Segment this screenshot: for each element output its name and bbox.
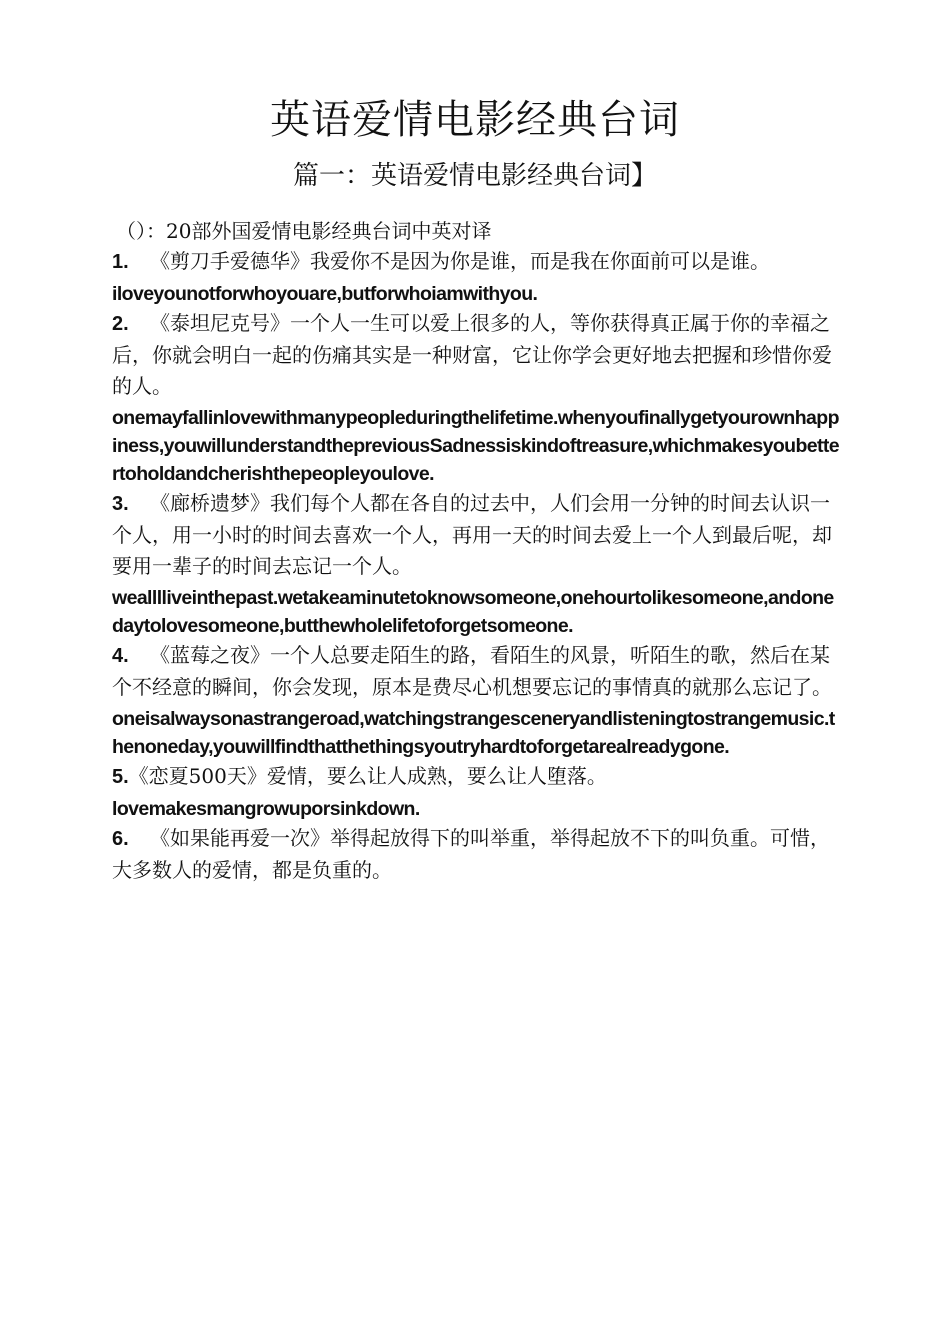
document-body xyxy=(112,216,842,886)
quote-entry-1 xyxy=(112,246,842,308)
quote-entry-2 xyxy=(112,308,842,488)
entry-number: 5. xyxy=(112,766,129,788)
entry-number: 3. xyxy=(112,493,129,515)
entry-number: 4. xyxy=(112,645,129,667)
entry-chinese: 《蓝莓之夜》一个人总要走陌生的路，看陌生的风景，听陌生的歌，然后在某个不经意的瞬间，你会发现，原本是费尽心机想要忘记的事情真的就那么忘记了。 xyxy=(112,643,832,699)
entry-english: onemayfallinlovewithmanypeopleduringthelifetime.whenyoufinallygetyourownhappiness,youwillunderstandthepreviousSadnessiskindoftreasure,whichmakesyoubettertoholdandcherishthepeopleyoulove. xyxy=(112,407,840,485)
entry-english: wealllliveinthepast.wetakeaminutetoknowsomeone,onehourtolikesomeone,andonedaytolovesomeone,butthewholelifetoforgetsomeone. xyxy=(112,587,834,637)
entry-english: oneisalwaysonastrangeroad,watchingstrangesceneryandlisteningtostrangemusic.thenoneday,youwillfindthatthethingsyoutryhardtoforgetarealreadygone. xyxy=(112,708,835,758)
document-subtitle: 篇一：英语爱情电影经典台词】 xyxy=(292,161,657,191)
entry-number: 2. xyxy=(112,313,129,335)
quote-entry-5 xyxy=(112,761,842,823)
quote-entry-6 xyxy=(112,823,842,886)
entry-english: iloveyounotforwhoyouare,butforwhoiamwithyou. xyxy=(112,283,538,305)
entry-number: 6. xyxy=(112,828,129,850)
quote-entry-4 xyxy=(112,640,842,761)
intro-line: （）：20部外国爱情电影经典台词中英对译 xyxy=(116,219,492,243)
entry-number: 1. xyxy=(112,251,129,273)
entry-chinese: 《泰坦尼克号》一个人一生可以爱上很多的人，等你获得真正属于你的幸福之后，你就会明白一起的伤痛其实是一种财富，它让你学会更好地去把握和珍惜你爱的人。 xyxy=(112,311,832,398)
entry-english: lovemakesmangrowuporsinkdown. xyxy=(112,798,420,820)
entry-chinese: 《剪刀手爱德华》我爱你不是因为你是谁，而是我在你面前可以是谁。 xyxy=(150,249,770,273)
entry-chinese: 《恋夏500天》爱情，要么让人成熟，要么让人堕落。 xyxy=(128,764,607,788)
document-title: 英语爱情电影经典台词 xyxy=(270,97,680,143)
entry-chinese: 《如果能再爱一次》举得起放得下的叫举重，举得起放不下的叫负重。可惜，大多数人的爱情，都是负重的。 xyxy=(112,826,830,882)
quote-entry-3 xyxy=(112,488,842,640)
entry-chinese: 《廊桥遗梦》我们每个人都在各自的过去中，人们会用一分钟的时间去认识一个人，用一小时的时间去喜欢一个人，再用一天的时间去爱上一个人到最后呢，却要用一辈子的时间去忘记一个人。 xyxy=(112,491,832,578)
